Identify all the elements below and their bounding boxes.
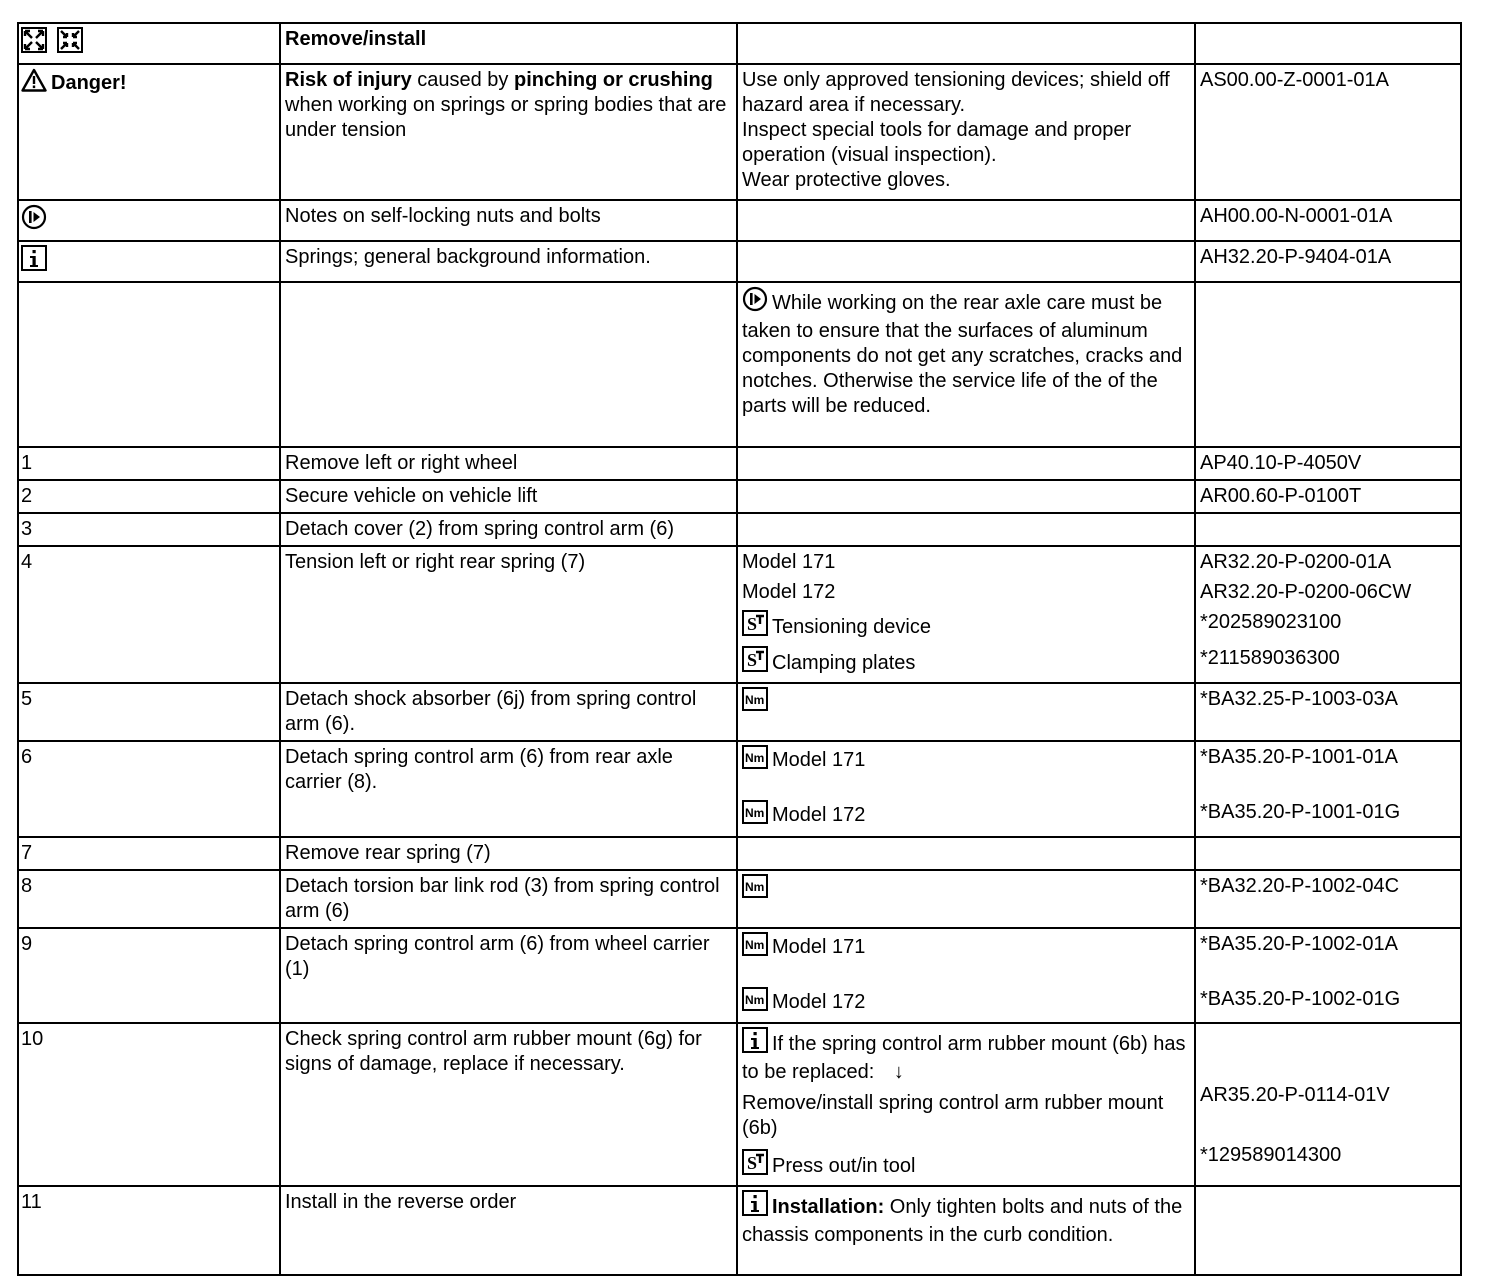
- detail-model: Nm Model 172: [742, 987, 1189, 1018]
- header-icons-cell: [18, 23, 280, 64]
- step-row: [18, 741, 1461, 837]
- svg-text:S: S: [747, 614, 758, 634]
- step-ref[interactable]: *BA35.20-P-1002-01G: [1200, 988, 1401, 1010]
- step-ref[interactable]: AP40.10-P-4050V: [1195, 447, 1461, 480]
- danger-risk-cell: Risk of injury caused by pinching or crushing when working on springs or spring bodies that are under tension: [280, 64, 737, 200]
- step-text: Check spring control arm rubber mount (6g) for signs of damage, replace if necessary.: [280, 1023, 737, 1186]
- detail-text: Remove/install spring control arm rubber mount (6b): [742, 1092, 1164, 1139]
- detail-model: Nm Model 172: [742, 800, 1189, 831]
- step-number: 8: [18, 870, 280, 928]
- step-number: 10: [18, 1023, 280, 1186]
- svg-text:S: S: [747, 1153, 758, 1173]
- svg-text:Nm: Nm: [745, 993, 765, 1007]
- special-tool-icon: [742, 1149, 768, 1182]
- arrow-down-icon: ↓: [893, 1061, 904, 1083]
- step-refs: [1195, 546, 1461, 683]
- step-number: 3: [18, 513, 280, 546]
- svg-text:Nm: Nm: [745, 880, 765, 894]
- torque-icon: [742, 687, 768, 718]
- torque-icon: [742, 745, 768, 776]
- detail-model: Nm Model 171: [742, 932, 1189, 987]
- svg-text:Nm: Nm: [745, 806, 765, 820]
- step-text: Remove rear spring (7): [280, 837, 737, 870]
- note-icon: [742, 286, 768, 319]
- caution-cell: [737, 282, 1195, 447]
- step-text: Secure vehicle on vehicle lift: [280, 480, 737, 513]
- warning-triangle-icon: [21, 68, 47, 99]
- info-icon: [742, 1027, 768, 1060]
- detail-model: Model 172: [742, 581, 836, 603]
- detail-info: Installation: Only tighten bolts and nuts of the chassis components in the curb condition.: [737, 1186, 1195, 1275]
- step-ref[interactable]: *202589023100: [1200, 611, 1342, 633]
- step-row: [18, 1023, 1461, 1186]
- note-text: Springs; general background information.: [280, 241, 737, 282]
- note-icon: [21, 204, 47, 237]
- step-row: [18, 513, 1461, 546]
- detail-info: If the spring control arm rubber mount (6b) has to be replaced: ↓: [742, 1027, 1189, 1085]
- step-ref[interactable]: *BA35.20-P-1002-01A: [1200, 933, 1398, 955]
- step-text: Detach spring control arm (6) from rear axle carrier (8).: [280, 741, 737, 837]
- step-text: Remove left or right wheel: [280, 447, 737, 480]
- note-text: Notes on self-locking nuts and bolts: [280, 200, 737, 241]
- step-text: Detach shock absorber (6j) from spring control arm (6).: [280, 683, 737, 741]
- step-number: 6: [18, 741, 280, 837]
- step-number: 9: [18, 928, 280, 1023]
- danger-label-cell: [18, 64, 280, 200]
- step-ref[interactable]: AR35.20-P-0114-01V: [1200, 1084, 1390, 1106]
- collapse-icon[interactable]: [57, 27, 83, 60]
- special-tool-icon: [742, 646, 768, 679]
- step-number: 4: [18, 546, 280, 683]
- step-ref[interactable]: AR32.20-P-0200-01A: [1200, 551, 1392, 573]
- expand-icon[interactable]: [21, 27, 47, 60]
- step-row: [18, 928, 1461, 1023]
- danger-measure: Wear protective gloves.: [742, 169, 951, 191]
- step-number: 1: [18, 447, 280, 480]
- step-row: [18, 1186, 1461, 1275]
- step-row: [18, 480, 1461, 513]
- note-row: [18, 241, 1461, 282]
- torque-icon: [742, 800, 768, 831]
- note-row: [18, 200, 1461, 241]
- svg-text:S: S: [747, 650, 758, 670]
- step-row: [18, 837, 1461, 870]
- step-details: [737, 546, 1195, 683]
- step-ref[interactable]: AR00.60-P-0100T: [1195, 480, 1461, 513]
- procedure-table: [17, 22, 1462, 1276]
- detail-tool: S Clamping plates: [742, 646, 1189, 679]
- step-number: 5: [18, 683, 280, 741]
- header-title: Remove/install: [280, 23, 737, 64]
- step-text: Detach cover (2) from spring control arm (6): [280, 513, 737, 546]
- note-ref[interactable]: AH00.00-N-0001-01A: [1195, 200, 1461, 241]
- step-row: [18, 546, 1461, 683]
- detail-tool: S Press out/in tool: [742, 1149, 1189, 1182]
- svg-text:Nm: Nm: [745, 751, 765, 765]
- step-ref[interactable]: *BA35.20-P-1001-01G: [1200, 801, 1401, 823]
- step-text: Tension left or right rear spring (7): [280, 546, 737, 683]
- header-row: [18, 23, 1461, 64]
- svg-text:Nm: Nm: [745, 693, 765, 707]
- danger-measures-cell: [737, 64, 1195, 200]
- torque-icon: [742, 932, 768, 963]
- danger-label: Danger!: [51, 72, 127, 94]
- step-ref[interactable]: *BA32.25-P-1003-03A: [1195, 683, 1461, 741]
- info-icon: [742, 1190, 768, 1223]
- detail-model: Model 171: [742, 551, 836, 573]
- torque-icon: [742, 987, 768, 1018]
- torque-icon: [742, 874, 768, 905]
- step-row: [18, 870, 1461, 928]
- detail-model: Nm Model 171: [742, 745, 1189, 800]
- detail-tool: S Tensioning device: [742, 610, 1189, 646]
- danger-measure: Use only approved tensioning devices; shield off hazard area if necessary.: [742, 69, 1170, 116]
- special-tool-icon: [742, 610, 768, 643]
- step-text: Detach torsion bar link rod (3) from spring control arm (6): [280, 870, 737, 928]
- info-icon: [21, 245, 47, 278]
- step-number: 2: [18, 480, 280, 513]
- step-ref[interactable]: *BA35.20-P-1001-01A: [1200, 746, 1398, 768]
- step-row: [18, 683, 1461, 741]
- danger-row: [18, 64, 1461, 200]
- step-ref[interactable]: AR32.20-P-0200-06CW: [1200, 581, 1412, 603]
- note-ref[interactable]: AH32.20-P-9404-01A: [1195, 241, 1461, 282]
- caution-row: [18, 282, 1461, 447]
- danger-ref[interactable]: AS00.00-Z-0001-01A: [1195, 64, 1461, 200]
- caution-text: While working on the rear axle care must be taken to ensure that the surfaces of aluminum components do not get any scratches, cracks and notches. Otherwise the service life of the of the parts will be reduced.: [742, 292, 1183, 417]
- svg-text:Nm: Nm: [745, 938, 765, 952]
- step-number: 7: [18, 837, 280, 870]
- step-number: 11: [18, 1186, 280, 1275]
- step-ref[interactable]: *129589014300: [1200, 1144, 1342, 1166]
- step-ref[interactable]: *BA32.20-P-1002-04C: [1195, 870, 1461, 928]
- step-ref[interactable]: *211589036300: [1200, 647, 1340, 669]
- danger-measure: Inspect special tools for damage and proper operation (visual inspection).: [742, 119, 1132, 166]
- step-text: Detach spring control arm (6) from wheel carrier (1): [280, 928, 737, 1023]
- step-text: Install in the reverse order: [280, 1186, 737, 1275]
- step-row: [18, 447, 1461, 480]
